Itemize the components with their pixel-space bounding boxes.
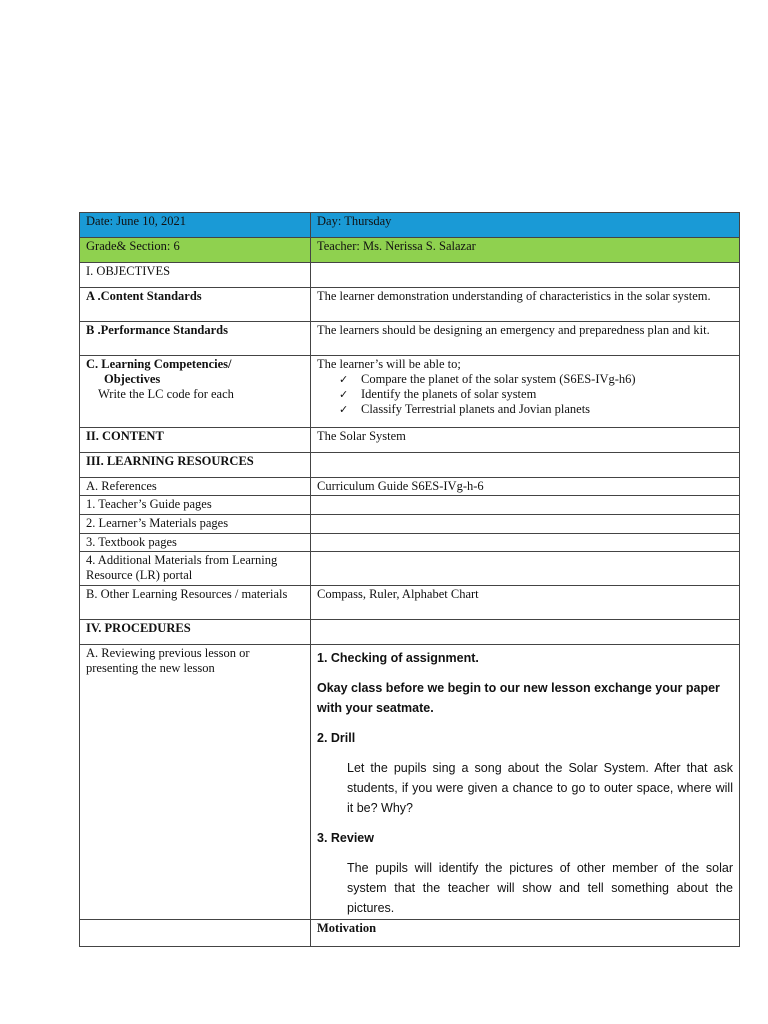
teachers-guide-label: 1. Teacher’s Guide pages bbox=[80, 496, 311, 515]
competencies-text bbox=[311, 356, 740, 428]
teachers-guide-empty bbox=[311, 496, 740, 515]
competencies-row bbox=[80, 356, 740, 428]
learners-materials-label: 2. Learner’s Materials pages bbox=[80, 515, 311, 534]
competencies-list bbox=[317, 372, 733, 417]
lesson-plan-table bbox=[79, 212, 740, 947]
content-standards-label: A .Content Standards bbox=[80, 288, 311, 322]
procedures-row bbox=[80, 620, 740, 645]
resources-empty bbox=[311, 453, 740, 478]
learners-materials-row bbox=[80, 515, 740, 534]
grade-cell: Grade& Section: 6 bbox=[80, 238, 311, 263]
additional-label: 4. Additional Materials from Learning Resource (LR) portal bbox=[80, 552, 311, 586]
content-row bbox=[80, 428, 740, 453]
competencies-label bbox=[80, 356, 311, 428]
header-row-date bbox=[80, 213, 740, 238]
learners-materials-empty bbox=[311, 515, 740, 534]
competencies-intro: The learner’s will be able to; bbox=[317, 357, 461, 371]
date-cell: Date: June 10, 2021 bbox=[80, 213, 311, 238]
motivation-empty bbox=[80, 920, 311, 947]
other-resources-row bbox=[80, 586, 740, 620]
competency-item: ✓ Classify Terrestrial planets and Jovian planets bbox=[339, 402, 733, 417]
reviewing-row bbox=[80, 645, 740, 920]
content-standards-text: The learner demonstration understanding of characteristics in the solar system. bbox=[311, 288, 740, 322]
content-standards-row bbox=[80, 288, 740, 322]
procedures-empty bbox=[311, 620, 740, 645]
step1-text: Okay class before we begin to our new lesson exchange your paper with your seatmate. bbox=[317, 681, 720, 715]
step3-text: The pupils will identify the pictures of other member of the solar system that the teacher will show and tell something about the pictures. bbox=[347, 861, 733, 915]
motivation-row bbox=[80, 920, 740, 947]
competency-item: ✓ Identify the planets of solar system bbox=[339, 387, 733, 402]
reviewing-label: A. Reviewing previous lesson or presenting the new lesson bbox=[80, 645, 311, 920]
content-label: II. CONTENT bbox=[80, 428, 311, 453]
content-text: The Solar System bbox=[311, 428, 740, 453]
references-text: Curriculum Guide S6ES-IVg-h-6 bbox=[311, 478, 740, 496]
performance-standards-row bbox=[80, 322, 740, 356]
competencies-label-line1: C. Learning Competencies/ bbox=[86, 357, 232, 371]
teachers-guide-row bbox=[80, 496, 740, 515]
performance-standards-label: B .Performance Standards bbox=[80, 322, 311, 356]
competency-item: ✓ Compare the planet of the solar system (S6ES-IVg-h6) bbox=[339, 372, 733, 387]
objectives-empty bbox=[311, 263, 740, 288]
teacher-cell: Teacher: Ms. Nerissa S. Salazar bbox=[311, 238, 740, 263]
step3-title: 3. Review bbox=[317, 831, 374, 845]
header-row-grade bbox=[80, 238, 740, 263]
other-resources-label: B. Other Learning Resources / materials bbox=[80, 586, 311, 620]
day-cell: Day: Thursday bbox=[311, 213, 740, 238]
step1-title: 1. Checking of assignment. bbox=[317, 651, 479, 665]
additional-row bbox=[80, 552, 740, 586]
resources-label: III. LEARNING RESOURCES bbox=[80, 453, 311, 478]
additional-empty bbox=[311, 552, 740, 586]
step2-text: Let the pupils sing a song about the Solar System. After that ask students, if you were given a chance to go to outer space, where will it be? Why? bbox=[347, 761, 733, 815]
reviewing-content bbox=[311, 645, 740, 920]
other-resources-text: Compass, Ruler, Alphabet Chart bbox=[311, 586, 740, 620]
performance-standards-text: The learners should be designing an emergency and preparedness plan and kit. bbox=[311, 322, 740, 356]
textbook-empty bbox=[311, 534, 740, 552]
competencies-label-line3: Write the LC code for each bbox=[98, 387, 234, 401]
references-label: A. References bbox=[80, 478, 311, 496]
motivation-label: Motivation bbox=[311, 920, 740, 947]
objectives-row bbox=[80, 263, 740, 288]
resources-row bbox=[80, 453, 740, 478]
textbook-row bbox=[80, 534, 740, 552]
references-row bbox=[80, 478, 740, 496]
objectives-label: I. OBJECTIVES bbox=[80, 263, 311, 288]
competencies-label-line2: Objectives bbox=[104, 372, 161, 386]
procedures-label: IV. PROCEDURES bbox=[80, 620, 311, 645]
step2-title: 2. Drill bbox=[317, 731, 356, 745]
textbook-label: 3. Textbook pages bbox=[80, 534, 311, 552]
